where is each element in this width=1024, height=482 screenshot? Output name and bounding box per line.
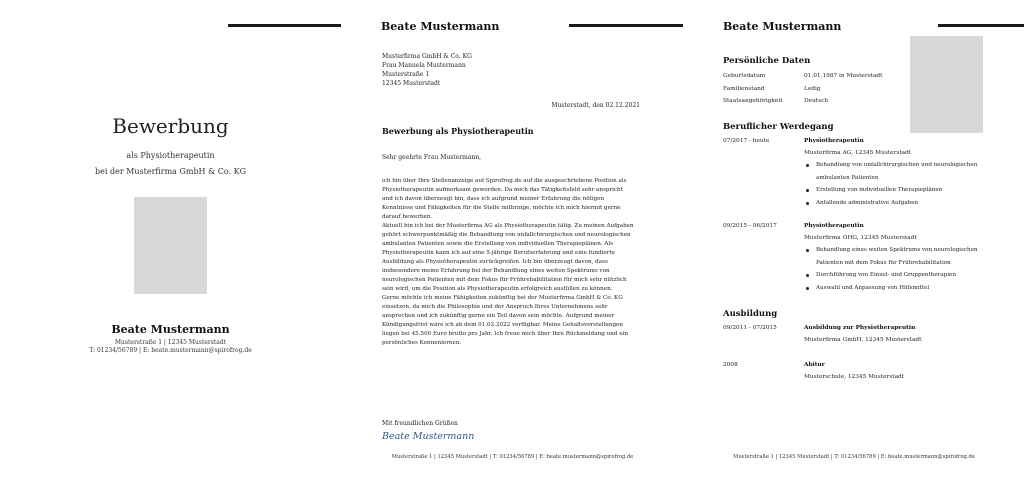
body-line: ansprechen und ich zukünftig gerne ein Teil davon sein möchte. Aufgrund meiner — [382, 313, 615, 319]
personal-label: Familienstand — [723, 86, 765, 92]
body-line: Gerne möchte ich meine Fähigkeiten zukünftig bei der Musterfirma GmbH & Co. KG — [382, 295, 623, 301]
recipient-line: Frau Manuela Mustermann — [382, 62, 466, 69]
signature: Beate Mustermann — [382, 431, 475, 442]
bullet-dot-icon — [806, 249, 809, 252]
body-line: liegen bei 45.500 Euro brutto pro Jahr. Ich freue mich über Ihre Rückmeldung und ein — [382, 331, 628, 337]
bullet-item — [804, 244, 977, 257]
recipient-line: Musterstraße 1 — [382, 71, 430, 78]
body-line: einsetzen, da mich die Philosophie und der Anspruch Ihres Unternehmens sehr — [382, 304, 608, 310]
cover-contact: T: 01234/56789 | E: beate.mustermann@spirofrog.de — [89, 347, 252, 354]
photo-placeholder — [134, 197, 207, 294]
letter-salutation: Sehr geehrte Frau Mustermann, — [382, 154, 482, 161]
career-bullets — [804, 159, 977, 209]
career-company: Musterfirma OHG, 12345 Musterstadt — [804, 235, 917, 241]
bullet-text: Erstellung von individuellen Therapieplänen — [816, 187, 943, 193]
cover-title: Bewerbung — [112, 114, 229, 138]
bullet-text: Auswahl und Anpassung von Hilfsmittel — [816, 284, 930, 291]
body-line: Aktuell bin ich bei der Musterfirma AG als Physiotherapeutin tätig. Zu meinen Aufgaben — [382, 223, 634, 229]
bullet-dot-icon — [806, 189, 809, 192]
body-line: darauf bewerben. — [382, 214, 433, 220]
bullet-dot-icon — [806, 287, 809, 290]
section-title-education: Ausbildung — [723, 309, 778, 319]
bullet-dot-icon — [806, 164, 809, 167]
career-company: Musterfirma AG, 12345 Musterstadt — [804, 150, 912, 156]
cv-page — [684, 0, 1024, 482]
bullet-text: Patienten mit dem Fokus für Frührehabilitation — [816, 259, 951, 266]
bullet-continuation — [804, 172, 977, 185]
body-line: und ich davon überzeugt bin, dass ich aufgrund meiner Erfahrung die nötigen — [382, 196, 605, 202]
body-line: ich bin über Ihre Stellenanzeige auf Spirofrog.de auf die ausgeschriebene Position als — [382, 178, 627, 184]
letter-footer: Musterstraße 1 | 12345 Musterstadt | T: 01234/56789 | E: beate.mustermann@spirofrog.de — [391, 454, 634, 460]
body-line: persönliches Kennenlernen. — [382, 340, 462, 346]
recipient-line: Musterfirma GmbH & Co. KG — [382, 53, 472, 60]
header-rule — [228, 24, 341, 27]
bullet-item — [804, 282, 977, 295]
photo-placeholder — [910, 36, 983, 133]
letter-date: Musterstadt, den 02.12.2021 — [551, 102, 640, 109]
body-line: neurologischen Patienten mit dem Fokus für Frührehabilitation für mich sehr nützlich — [382, 277, 627, 283]
body-line: Ausbildung als Physiotherapeutin zurückgreifen. Ich bin überzeugt davon, dass — [382, 259, 608, 265]
education-title: Abitur — [804, 362, 825, 368]
cover-letter-page — [342, 0, 683, 482]
career-title: Physiotherapeutin — [804, 223, 864, 229]
bullet-dot-icon — [806, 274, 809, 277]
cover-name: Beate Mustermann — [111, 323, 230, 336]
personal-value: Deutsch — [804, 98, 829, 104]
personal-value: Ledig — [804, 86, 821, 92]
bullet-continuation — [804, 257, 977, 270]
bullet-text: Anfallende administrative Aufgaben — [816, 199, 919, 206]
section-title-career: Beruflicher Werdegang — [723, 122, 834, 132]
personal-label: Staatsangehörigkeit — [723, 98, 783, 104]
body-line: Kenntnisse und Fähigkeiten für die Stelle mitbringe, möchte ich mich hiermit gerne — [382, 205, 621, 211]
bullet-text: Behandlung von unfallchirurgischen und neurologischen — [816, 162, 978, 168]
body-line: gehört schwerpunktmäßig die Behandlung von unfallchirurgischen und neurologischen — [382, 232, 631, 238]
career-bullets — [804, 244, 977, 294]
letter-closing: Mit freundlichen Grüßen — [382, 420, 458, 427]
cover-subtitle-position: als Physiotherapeutin — [126, 151, 215, 160]
cv-footer: Musterstraße 1 | 12345 Musterstadt | T: 01234/56789 | E: beate.mustermann@spirofrog.de — [733, 454, 975, 460]
personal-label: Geburtsdatum — [723, 73, 766, 79]
education-place: Musterfirma GmbH, 12345 Musterstadt — [804, 337, 922, 343]
bullet-item — [804, 269, 977, 282]
section-title-personal: Persönliche Daten — [723, 56, 811, 66]
recipient-line: 12345 Musterstadt — [382, 80, 441, 87]
bullet-item — [804, 159, 977, 172]
education-title: Ausbildung zur Physiotherapeutin — [804, 325, 916, 331]
bullet-item — [804, 197, 977, 210]
body-line: ambulanten Patienten sowie die Erstellung von individuellen Therapieplänen. Als — [382, 241, 614, 247]
letter-header-name: Beate Mustermann — [381, 20, 500, 33]
bullet-text: Durchführung von Einzel- und Gruppentherapien — [816, 272, 956, 278]
bullet-item — [804, 184, 977, 197]
cover-address: Musterstraße 1 | 12345 Musterstadt — [114, 339, 227, 346]
header-rule — [938, 24, 1024, 27]
body-line: sein wird, um die Position als Physiotherapeutin erfolgreich ausfüllen zu können. — [382, 286, 613, 292]
bullet-dot-icon — [806, 202, 809, 205]
body-line: Kündigungsfrist wäre ich ab dem 01.02.2022 verfügbar. Meine Gehaltsvorstellungen — [382, 322, 623, 328]
cover-subtitle-company: bei der Musterfirma GmbH & Co. KG — [95, 167, 246, 176]
cover-page — [0, 0, 341, 482]
header-rule — [569, 24, 683, 27]
body-line: Physiotherapeutin aufmerksam geworden. Da mich das Tätigkeitsfeld sehr anspricht — [382, 187, 623, 193]
personal-value: 01.01.1987 in Musterstadt — [804, 73, 883, 79]
body-line: Physiotherapeutin kann ich auf eine 5-jährige Berufserfahrung und eine fundierte — [382, 250, 615, 256]
bullet-text: ambulanten Patienten — [816, 174, 879, 181]
letter-subject: Bewerbung als Physiotherapeutin — [382, 126, 534, 136]
body-line: insbesondere meine Erfahrung bei der Behandlung eines weiten Spektrums von — [382, 268, 610, 274]
education-place: Musterschule, 12345 Musterstadt — [804, 374, 905, 380]
cv-header-name: Beate Mustermann — [723, 20, 842, 33]
bullet-text: Behandlung eines weiten Spektrums von neurologischen — [816, 247, 978, 253]
career-date: 07/2017 - heute — [723, 138, 770, 144]
letter-body — [382, 177, 634, 348]
career-title: Physiotherapeutin — [804, 138, 864, 144]
education-date: 09/2011 - 07/2015 — [723, 325, 777, 331]
career-date: 09/2015 - 06/2017 — [723, 223, 777, 229]
recipient-address — [382, 52, 472, 88]
education-date: 2008 — [723, 362, 738, 368]
